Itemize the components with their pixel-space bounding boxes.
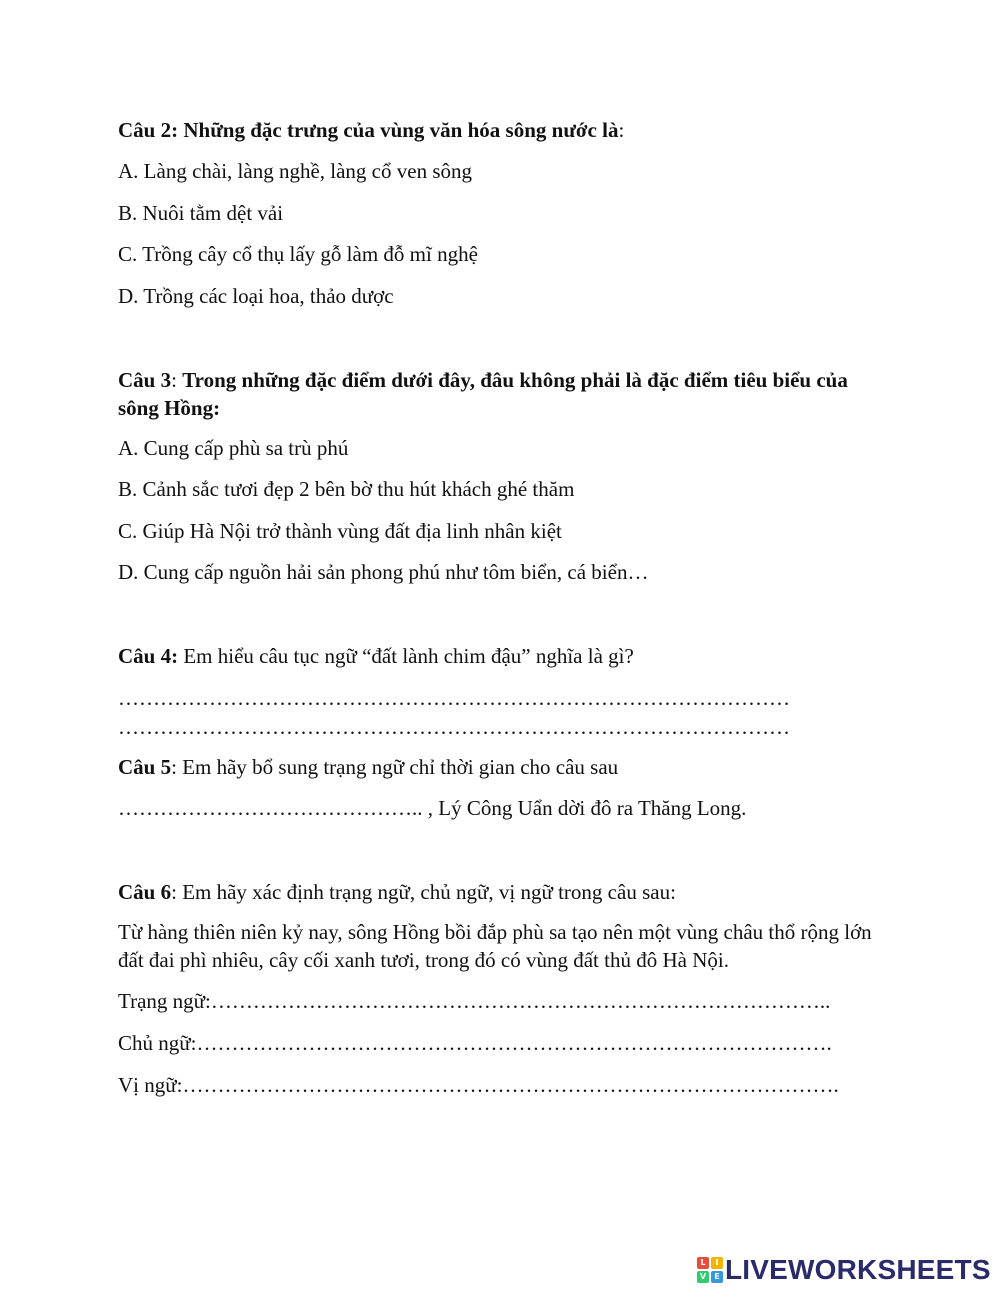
- question-3-label: Câu 3: [118, 368, 172, 392]
- q3-option-b: B. Cảnh sắc tươi đẹp 2 bên bờ thu hút khách ghé thăm: [118, 477, 575, 501]
- question-4-title: [118, 642, 634, 670]
- question-5-label: Câu 5: [118, 755, 172, 779]
- question-3-text: Trong những đặc điểm dưới đây, đâu không phải là đặc điểm tiêu biểu của sông Hồng:: [118, 368, 848, 420]
- question-4-text: Em hiểu câu tục ngữ “đất lành chim đậu” nghĩa là gì?: [178, 644, 634, 668]
- liveworksheets-logo: [697, 1253, 991, 1287]
- q3-option-c: C. Giúp Hà Nội trở thành vùng đất địa linh nhân kiệt: [118, 519, 562, 543]
- question-2-label: Câu 2:: [118, 118, 179, 142]
- q6-trang-ngu-answer[interactable]: Trạng ngữ:……………………………………………………………………………..: [118, 989, 831, 1013]
- logo-wordmark: LIVEWORKSHEETS: [725, 1254, 991, 1285]
- question-6-text: : Em hãy xác định trạng ngữ, chủ ngữ, vị ngữ trong câu sau:: [171, 880, 676, 904]
- q4-answer-line-2[interactable]: ……………………………………………………………………………………: [118, 715, 790, 739]
- q5-answer-blank[interactable]: ……………………………………..: [118, 796, 428, 820]
- q6-vi-ngu-answer[interactable]: Vị ngữ:………………………………………………………………………………….: [118, 1073, 839, 1097]
- question-3-sep: :: [171, 368, 183, 392]
- question-2-text: Những đặc trưng của vùng văn hóa sông nước là: [178, 118, 619, 142]
- question-4-label: Câu 4:: [118, 644, 179, 668]
- question-6-label: Câu 6: [118, 880, 172, 904]
- question-5-title: [118, 753, 618, 781]
- logo-block: V: [697, 1271, 709, 1283]
- logo-blocks-icon: [697, 1257, 723, 1283]
- question-2-title: [118, 116, 624, 144]
- q6-chu-ngu-answer[interactable]: Chủ ngữ:……………………………………………………………………………….: [118, 1031, 832, 1055]
- question-2-tail: :: [618, 118, 625, 142]
- q2-option-d: D. Trồng các loại hoa, thảo dược: [118, 284, 394, 308]
- q6-passage: Từ hàng thiên niên kỷ nay, sông Hồng bồi đắp phù sa tạo nên một vùng châu thổ rộng lớn đất đai phì nhiêu, cây cối xanh tươi, trong đó có vùng đất thủ đô Hà Nội.: [118, 920, 872, 972]
- question-3-title: [118, 366, 883, 422]
- q5-sentence: [118, 794, 746, 822]
- q4-answer-line-1[interactable]: ……………………………………………………………………………………: [118, 686, 790, 710]
- q5-sentence-rest: , Lý Công Uẩn dời đô ra Thăng Long.: [427, 796, 747, 820]
- logo-block: E: [711, 1271, 723, 1283]
- q2-option-b: B. Nuôi tằm dệt vải: [118, 201, 284, 225]
- q2-option-a: A. Làng chài, làng nghề, làng cổ ven sông: [118, 159, 472, 183]
- question-6-title: [118, 878, 676, 906]
- q3-option-a: A. Cung cấp phù sa trù phú: [118, 436, 349, 460]
- q2-option-c: C. Trồng cây cổ thụ lấy gỗ làm đỗ mĩ nghệ: [118, 242, 478, 266]
- logo-block: L: [697, 1257, 709, 1269]
- q3-option-d: D. Cung cấp nguồn hải sản phong phú như tôm biển, cá biển…: [118, 560, 649, 584]
- question-5-text: : Em hãy bổ sung trạng ngữ chỉ thời gian cho câu sau: [171, 755, 619, 779]
- logo-block: I: [711, 1257, 723, 1269]
